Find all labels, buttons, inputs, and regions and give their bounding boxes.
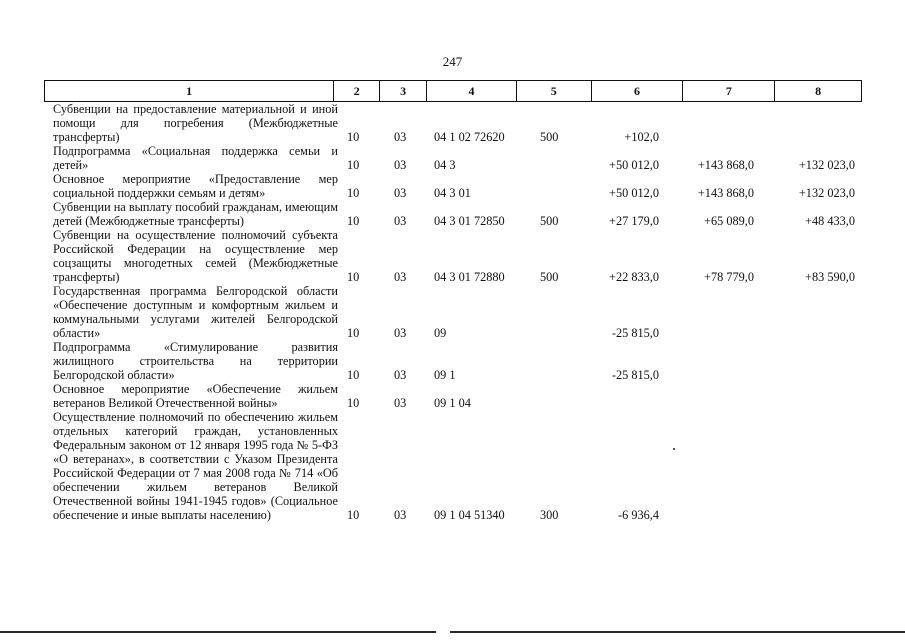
header-col-7: 7: [683, 81, 775, 101]
row-description: Субвенции на предоставление материальной и иной помощи для погребения (Межбюджетные трансферты): [53, 102, 338, 144]
cell-section: 10: [347, 326, 360, 340]
cell-amount-1: +22 833,0: [609, 270, 659, 284]
header-col-2: 2: [334, 81, 380, 101]
cell-target-code: 09 1 04: [434, 396, 471, 410]
cell-target-code: 09 1: [434, 368, 456, 382]
row-description: Государственная программа Белгородской области «Обеспечение доступным и комфортным жильем и коммунальными услугами жителей Белгородской области»: [53, 284, 338, 340]
cell-section: 10: [347, 214, 360, 228]
header-col-5: 5: [517, 81, 592, 101]
cell-amount-3: +83 590,0: [805, 270, 855, 284]
table-body: [44, 102, 862, 522]
table-row: [44, 144, 862, 172]
cell-subsection: 03: [394, 130, 407, 144]
table-row: [44, 228, 862, 284]
cell-subsection: 03: [394, 270, 407, 284]
cell-target-code: 09: [434, 326, 447, 340]
scan-speck: [673, 448, 675, 450]
cell-amount-1: -25 815,0: [611, 368, 659, 382]
table-row: [44, 382, 862, 410]
cell-target-code: 09 1 04 51340: [434, 508, 505, 522]
cell-expense-type: 500: [540, 270, 559, 284]
bottom-scan-edge: [0, 631, 905, 633]
cell-target-code: 04 3 01: [434, 186, 471, 200]
cell-section: 10: [347, 158, 360, 172]
cell-amount-1: -6 936,4: [618, 508, 659, 522]
row-description: Основное мероприятие «Обеспечение жильем ветеранов Великой Отечественной войны»: [53, 382, 338, 410]
cell-amount-3: +48 433,0: [805, 214, 855, 228]
table-row: [44, 200, 862, 228]
header-col-6: 6: [592, 81, 684, 101]
table-row: [44, 340, 862, 382]
cell-amount-1: +50 012,0: [609, 158, 659, 172]
cell-amount-2: +78 779,0: [704, 270, 754, 284]
cell-section: 10: [347, 130, 360, 144]
cell-amount-2: +65 089,0: [704, 214, 754, 228]
header-col-1: 1: [45, 81, 334, 101]
cell-expense-type: 300: [540, 508, 559, 522]
table-row: [44, 172, 862, 200]
cell-section: 10: [347, 186, 360, 200]
row-description: Субвенции на осуществление полномочий субъекта Российской Федерации на осуществление мер соцзащиты многодетных семей (Межбюджетные трансферты): [53, 228, 338, 284]
cell-target-code: 04 3 01 72880: [434, 270, 505, 284]
cell-amount-2: +143 868,0: [697, 158, 754, 172]
cell-subsection: 03: [394, 368, 407, 382]
cell-section: 10: [347, 508, 360, 522]
cell-amount-1: +102,0: [624, 130, 659, 144]
row-description: Подпрограмма «Стимулирование развития жилищного строительства на территории Белгородской области»: [53, 340, 338, 382]
cell-section: 10: [347, 368, 360, 382]
row-description: Основное мероприятие «Предоставление мер социальной поддержки семьям и детям»: [53, 172, 338, 200]
row-description: Подпрограмма «Социальная поддержка семьи и детей»: [53, 144, 338, 172]
cell-subsection: 03: [394, 326, 407, 340]
cell-amount-3: +132 023,0: [798, 158, 855, 172]
cell-target-code: 04 3 01 72850: [434, 214, 505, 228]
cell-target-code: 04 3: [434, 158, 456, 172]
cell-amount-1: -25 815,0: [611, 326, 659, 340]
cell-amount-1: +27 179,0: [609, 214, 659, 228]
cell-section: 10: [347, 270, 360, 284]
table-row: [44, 102, 862, 144]
page-number: 247: [442, 54, 463, 69]
table-header: [44, 80, 862, 102]
header-col-4: 4: [427, 81, 517, 101]
cell-target-code: 04 1 02 72620: [434, 130, 505, 144]
cell-subsection: 03: [394, 508, 407, 522]
cell-expense-type: 500: [540, 214, 559, 228]
table-row: [44, 284, 862, 340]
cell-amount-1: +50 012,0: [609, 186, 659, 200]
cell-amount-3: +132 023,0: [798, 186, 855, 200]
table-row: [44, 410, 862, 522]
cell-subsection: 03: [394, 396, 407, 410]
cell-expense-type: 500: [540, 130, 559, 144]
cell-subsection: 03: [394, 186, 407, 200]
cell-subsection: 03: [394, 158, 407, 172]
row-description: Осуществление полномочий по обеспечению жильем отдельных категорий граждан, установленных Федеральным законом от 12 января 1995 года № 5-ФЗ «О ветеранах», в соответствии с Указом Президента Российской Федерации от 7 мая 2008 года № 714 «Об обеспечении жильем ветеранов Великой Отечественной войны 1941-1945 годов» (Социальное обеспечение и иные выплаты населению): [53, 410, 338, 522]
header-col-8: 8: [815, 83, 822, 98]
cell-section: 10: [347, 396, 360, 410]
cell-amount-2: +143 868,0: [697, 186, 754, 200]
row-description: Субвенции на выплату пособий гражданам, имеющим детей (Межбюджетные трансферты): [53, 200, 339, 228]
cell-subsection: 03: [394, 214, 407, 228]
header-col-3: 3: [380, 81, 427, 101]
